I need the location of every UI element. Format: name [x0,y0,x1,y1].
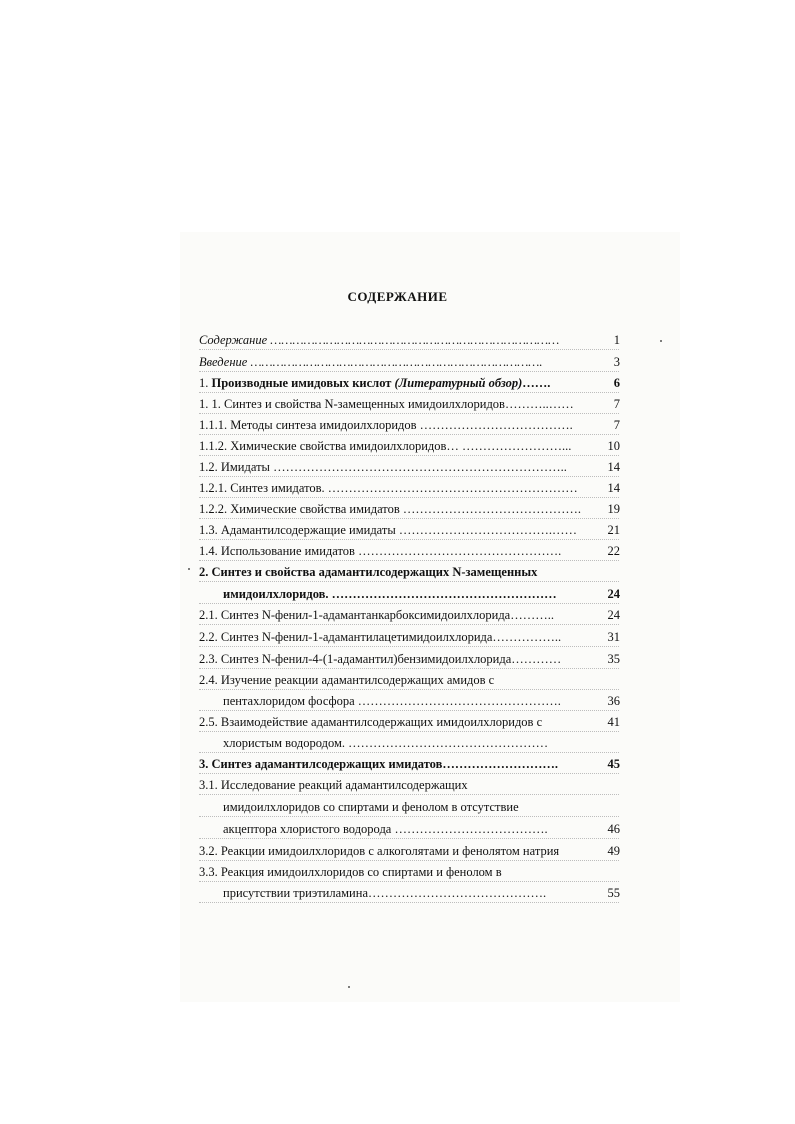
toc-page-number: 19 [607,502,620,516]
toc-entry-text: 2.5. Взаимодействие адамантилсодержащих имидоилхлоридов с [199,715,543,729]
toc-entry-text: 1.1.2. Химические свойства имидоилхлоридов… ……………………... [199,439,572,453]
toc-page-number: 49 [607,844,620,858]
toc-page-number: 41 [607,715,620,729]
toc-entry-text: 1. 1. Синтез и свойства N-замещенных имидоилхлоридов………..…… [199,397,574,411]
toc-row-rule [199,773,619,774]
toc-entry-number: 1. [199,376,212,390]
toc-entry-bold-text: Производные имидовых кислот [211,376,395,390]
toc-row-rule [199,371,619,372]
toc-page-number: 55 [607,886,620,900]
toc-entry [199,457,624,477]
toc-row-rule [199,413,619,414]
toc-row-rule [199,539,619,540]
toc-page-number: 22 [607,544,620,558]
toc-row-rule [199,455,619,456]
toc-row-rule [199,689,619,690]
toc-row-rule [199,581,619,582]
toc-page-number: 31 [607,630,620,644]
toc-row-rule [199,668,619,669]
toc-entry [223,797,624,817]
toc-row-rule [199,603,619,604]
toc-entry-text: имидоилхлоридов со спиртами и фенолом в отсутствие [223,800,519,814]
toc-page-number: 46 [607,822,620,836]
toc-entry [199,478,624,498]
toc-entry-text: имидоилхлоридов. ……………………………………………… [223,587,557,601]
toc-entry-italic-text: (Литературный обзор) [394,376,523,390]
toc-entry [199,330,624,350]
toc-page-number: 24 [607,587,620,601]
toc-entry [199,562,624,582]
toc-row-rule [199,881,619,882]
toc-entry-text: пентахлоридом фосфора …………………………………………. [223,694,561,708]
toc-entry [223,691,624,711]
toc-row-rule [199,646,619,647]
toc-entry-text: 3. Синтез адамантилсодержащих имидатов………………………. [199,757,558,771]
toc-row-rule [199,560,619,561]
toc-entry-text: хлористым водородом. ………………………………………… [223,736,549,750]
toc-page-number: 3 [613,355,620,369]
toc-entry-text: 2.4. Изучение реакции адамантилсодержащих амидов с [199,673,495,687]
toc-entry [223,883,624,903]
toc-entry [223,584,624,604]
toc-entry-text: 2.1. Синтез N-фенил-1-адамантанкарбоксимидоилхлорида……….. [199,608,554,622]
toc-entry-text: 2. Синтез и свойства адамантилсодержащих N-замещенных [199,565,538,579]
toc-row-rule [199,838,619,839]
toc-page-number: 7 [613,397,620,411]
toc-page-number: 10 [607,439,620,453]
toc-entry [199,841,624,861]
toc-page-number: 36 [607,694,620,708]
toc-entry [199,712,624,732]
toc-title: СОДЕРЖАНИЕ [347,289,448,304]
toc-page-number: 7 [613,418,620,432]
toc-entry-text: 1.2. Имидаты …………………………………………………………….. [199,460,567,474]
toc-entry [199,670,624,690]
toc-entry [199,627,624,647]
toc-entry-text: 1.2.2. Химические свойства имидатов ……………………………………. [199,502,581,516]
toc-entry-text: 1.1.1. Методы синтеза имидоилхлоридов ………………………………. [199,418,573,432]
toc-entry-text [199,373,550,393]
toc-page-number: 1 [613,333,620,347]
toc-entry-text: присутствии триэтиламина……………………………………. [223,886,547,900]
toc-entry-text: 3.1. Исследование реакций адамантилсодержащих [199,778,468,792]
toc-entry-text: Содержание …………………………………………………………………… [199,333,560,347]
toc-row-rule [199,392,619,393]
toc-entry [199,352,624,372]
scan-speck [188,568,190,570]
toc-entry-leader: ……. [522,376,551,390]
toc-entry [199,373,624,393]
toc-entry [199,394,624,414]
scan-speck [348,986,350,988]
toc-entry-text: 1.4. Использование имидатов …………………………………………. [199,544,562,558]
toc-entry [223,733,624,753]
toc-entry-text: акцептора хлористого водорода ………………………………. [223,822,548,836]
toc-row-rule [199,752,619,753]
toc-row-rule [199,476,619,477]
toc-row-rule [199,497,619,498]
toc-entry [199,775,624,795]
toc-entry [223,819,624,839]
toc-entry [199,520,624,540]
toc-entry [199,649,624,669]
toc-entry [199,754,624,774]
toc-entry [199,415,624,435]
toc-row-rule [199,794,619,795]
toc-entry [199,436,624,456]
toc-row-rule [199,710,619,711]
toc-entry-text: 3.3. Реакция имидоилхлоридов со спиртами и фенолом в [199,865,502,879]
toc-entry-text: 2.3. Синтез N-фенил-4-(1-адамантил)бензимидоилхлорида………… [199,652,562,666]
toc-row-rule [199,860,619,861]
toc-row-rule [199,349,619,350]
toc-entry [199,605,624,625]
toc-entry-text: 1.2.1. Синтез имидатов. …………………………………………………… [199,481,578,495]
toc-row-rule [199,816,619,817]
toc-entry-text: 3.2. Реакции имидоилхлоридов с алкоголятами и фенолятом натрия [199,844,560,858]
toc-entry-text: 1.3. Адамантилсодержащие имидаты ……………………………….…… [199,523,578,537]
toc-row-rule [199,434,619,435]
toc-entry-text: Введение ……………………………………………………………………. [199,355,543,369]
toc-row-rule [199,902,619,903]
toc-entry [199,499,624,519]
toc-entry-text: 2.2. Синтез N-фенил-1-адамантилацетимидоилхлорида…………….. [199,630,562,644]
toc-page-number: 24 [607,608,620,622]
toc-page-number: 6 [613,376,620,390]
toc-page-number: 14 [607,481,620,495]
toc-row-rule [199,731,619,732]
toc-page-number: 45 [607,757,620,771]
scan-speck [660,340,662,342]
toc-row-rule [199,624,619,625]
toc-page-number: 14 [607,460,620,474]
toc-page-number: 21 [607,523,620,537]
toc-page-number: 35 [607,652,620,666]
toc-entry [199,862,624,882]
toc-row-rule [199,518,619,519]
toc-entry [199,541,624,561]
